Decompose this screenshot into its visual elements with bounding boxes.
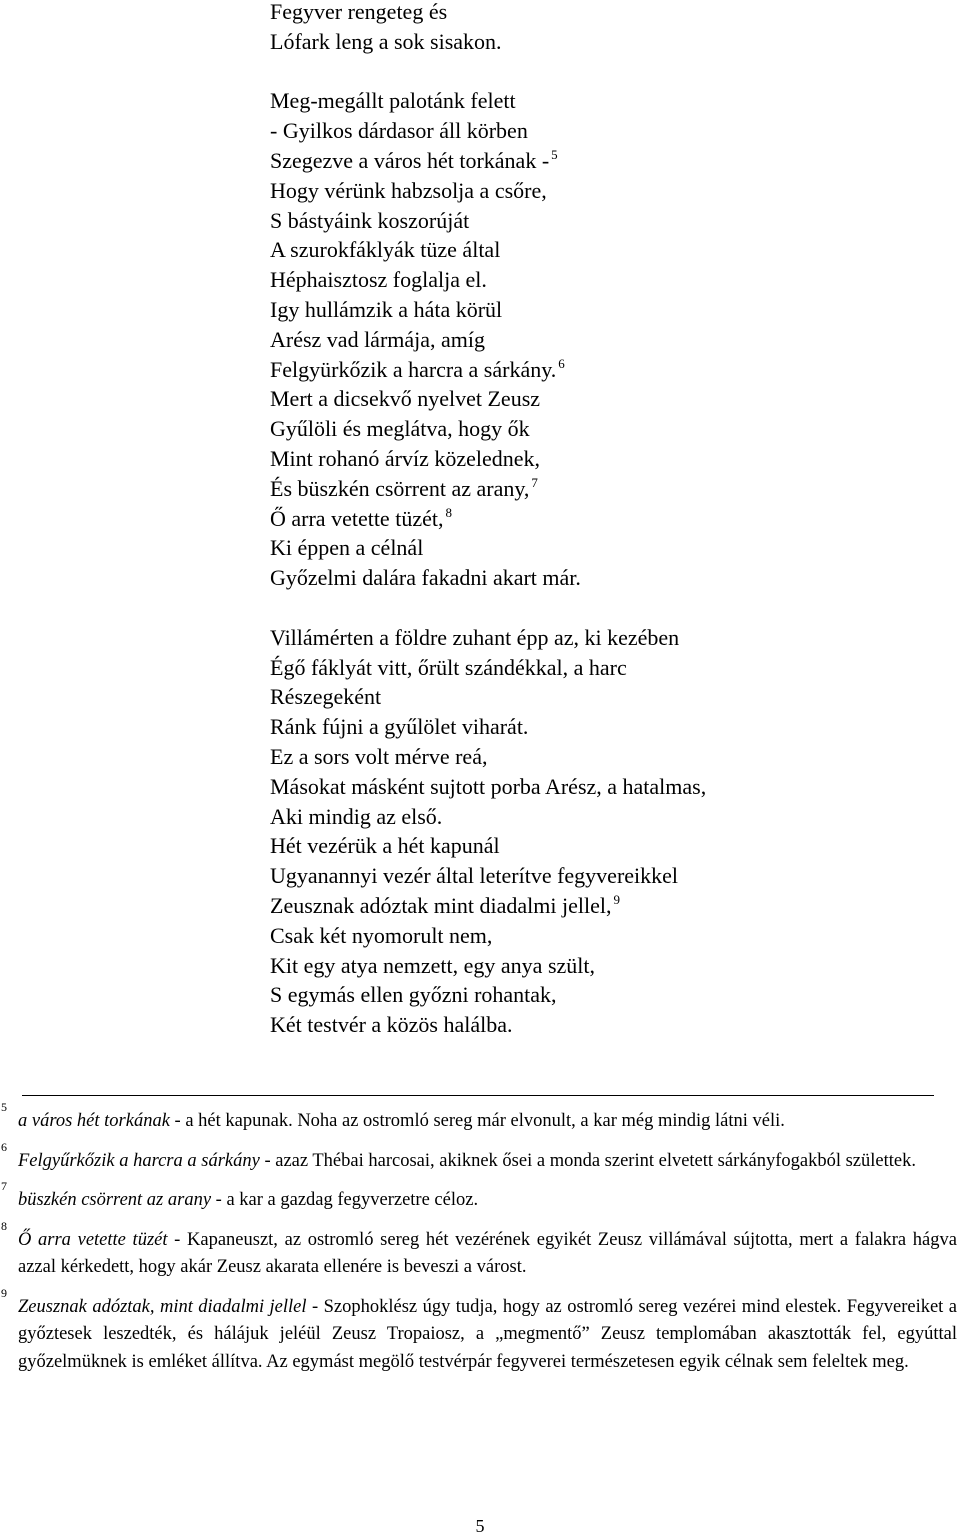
stanza-1 [270, 0, 706, 57]
poem-line [270, 295, 706, 325]
poem-line: Fegyver rengeteg és [270, 0, 448, 24]
poem-line-text: Mint rohanó árvíz közelednek, [270, 445, 541, 471]
poem-line [270, 891, 706, 921]
poem-line [270, 563, 706, 593]
footnote [0, 1100, 957, 1136]
footnote-number: 6 [1, 1139, 7, 1154]
poem-line [270, 265, 706, 295]
poem-line-text: Égő fáklyát vitt, őrült szándékkal, a harc [270, 654, 627, 680]
footnote-divider [22, 1095, 934, 1096]
poem-line [270, 623, 706, 653]
footnote-number: 9 [1, 1285, 7, 1300]
poem-line-text: És büszkén csörrent az arany, [270, 475, 530, 501]
poem-line [270, 653, 706, 683]
footnote-marker: 8 [445, 504, 452, 520]
poem-line-text: Részegeként [270, 684, 382, 710]
footnote-marker: 9 [613, 891, 620, 907]
poem-line-text: Ránk fújni a gyűlölet viharát. [270, 714, 529, 740]
footnote-text: - Szophoklész úgy tudja, hogy az ostromló sereg vezérei mind elestek. Fegyvereiket a győztesek leszedték, és hálájuk jeléül Zeusz Tropaiosz, a „megmentő” Zeusz templomában akasztották fel, egyúttal győzelmüknek is emléket állítva. Az egymást megölő testvérpár fegyverei természetesen egyik célnak sem feleltek meg. [18, 1296, 957, 1372]
poem-line-text: S egymás ellen győzni rohantak, [270, 982, 557, 1008]
poem-line-text: Másokat másként sujtott porba Arész, a hatalmas, [270, 773, 707, 799]
footnote [0, 1285, 957, 1377]
poem-line [270, 772, 706, 802]
footnote-marker: 7 [531, 474, 538, 490]
poem-line-text: Csak két nyomorult nem, [270, 922, 493, 948]
poem-line-text: Felgyürkőzik a harcra a sárkány. [270, 356, 557, 382]
page-number: 5 [475, 1516, 485, 1536]
poem-line [270, 1010, 706, 1040]
footnote-marker: 6 [558, 355, 565, 371]
stanza-3 [270, 623, 706, 1040]
stanza-gap [270, 57, 706, 87]
poem-line [270, 802, 706, 832]
poem-line-text: Kit egy atya nemzett, egy anya szült, [270, 952, 595, 978]
poem-line [270, 533, 706, 563]
poem-line [270, 176, 706, 206]
footnote-text: - azaz Thébai harcosai, akiknek ősei a monda szerint elvetett sárkányfogakból születtek. [259, 1150, 916, 1171]
poem [270, 0, 706, 1040]
footnote [0, 1218, 957, 1282]
poem-line-text: Zeusznak adóztak mint diadalmi jellel, [270, 892, 612, 918]
poem-line-text: Ő arra vetette tüzét, [270, 505, 444, 531]
poem-line-text: Hét vezérük a hét kapunál [270, 833, 500, 859]
poem-line-text: S bástyáink koszorúját [270, 207, 470, 233]
poem-line [270, 951, 706, 981]
poem-line-text: Igy hullámzik a háta körül [270, 296, 503, 322]
poem-line [270, 414, 706, 444]
footnote [0, 1139, 957, 1176]
stanza-2 [270, 86, 706, 593]
poem-line [270, 384, 706, 414]
footnote-term: büszkén csörrent az arany [18, 1190, 212, 1210]
poem-line-text: Aki mindig az első. [270, 803, 443, 829]
poem-line [270, 116, 706, 146]
poem-line-text: Arész vad lármája, amíg [270, 326, 486, 352]
poem-line [270, 235, 706, 265]
poem-line: Lófark leng a sok sisakon. [270, 28, 502, 54]
poem-line-text: - Gyilkos dárdasor áll körben [270, 118, 528, 144]
footnote-term: Zeusznak adóztak, mint diadalmi jellel [18, 1296, 307, 1317]
poem-line [270, 504, 706, 534]
stanza-gap [270, 593, 706, 623]
poem-line-text: Ugyanannyi vezér által leterítve fegyvereikkel [270, 863, 679, 889]
poem-line-text: Gyűlöli és meglátva, hogy ők [270, 416, 530, 442]
poem-line [270, 712, 706, 742]
footnotes [0, 1100, 957, 1388]
poem-line-text: Győzelmi dalára fakadni akart már. [270, 565, 581, 591]
poem-line-text: Két testvér a közös halálba. [270, 1012, 513, 1038]
poem-line [270, 444, 706, 474]
poem-line-text: Mert a dicsekvő nyelvet Zeusz [270, 386, 541, 412]
poem-line [270, 921, 706, 951]
footnote-number: 8 [1, 1218, 7, 1233]
poem-line [270, 831, 706, 861]
poem-line-text: Ez a sors volt mérve reá, [270, 743, 488, 769]
poem-line-text: Hogy vérünk habzsolja a csőre, [270, 177, 547, 203]
poem-line [270, 861, 706, 891]
poem-line [270, 682, 706, 712]
poem-line-text: Meg-megállt palotánk felett [270, 88, 516, 114]
poem-line-text: A szurokfáklyák tüze által [270, 237, 501, 263]
poem-line-text: Ki éppen a célnál [270, 535, 424, 561]
poem-line [270, 206, 706, 236]
poem-line-text: Szegezve a város hét torkának - [270, 147, 550, 173]
poem-line [270, 325, 706, 355]
poem-line [270, 146, 706, 176]
poem-line [270, 474, 706, 504]
poem-line [270, 742, 706, 772]
poem-line [270, 980, 706, 1010]
footnote-term: a város hét torkának [18, 1111, 170, 1131]
poem-line-text: Villámérten a földre zuhant épp az, ki kezében [270, 624, 680, 650]
footnote-term: Felgyűrkőzik a harcra a sárkány [18, 1150, 260, 1171]
footnote-term: Ő arra vetette tüzét [18, 1229, 168, 1250]
footnote-number: 7 [1, 1179, 7, 1193]
poem-line [270, 355, 706, 385]
footnote-number: 5 [1, 1100, 7, 1114]
poem-line [270, 86, 706, 116]
footnote [0, 1179, 957, 1215]
poem-line-text: Héphaisztosz foglalja el. [270, 267, 487, 293]
footnote-text: - Kapaneuszt, az ostromló sereg hét vezérének egyikét Zeusz villámával sújtotta, mert a falakra hágva azzal kérkedett, hogy akár Zeusz akarata ellenére is beveszi a várost. [18, 1229, 957, 1277]
footnote-text: - a kar a gazdag fegyverzetre céloz. [211, 1190, 479, 1210]
footnote-text: - a hét kapunak. Noha az ostromló sereg már elvonult, a kar még mindig látni véli. [169, 1111, 785, 1131]
footnote-marker: 5 [551, 146, 558, 162]
